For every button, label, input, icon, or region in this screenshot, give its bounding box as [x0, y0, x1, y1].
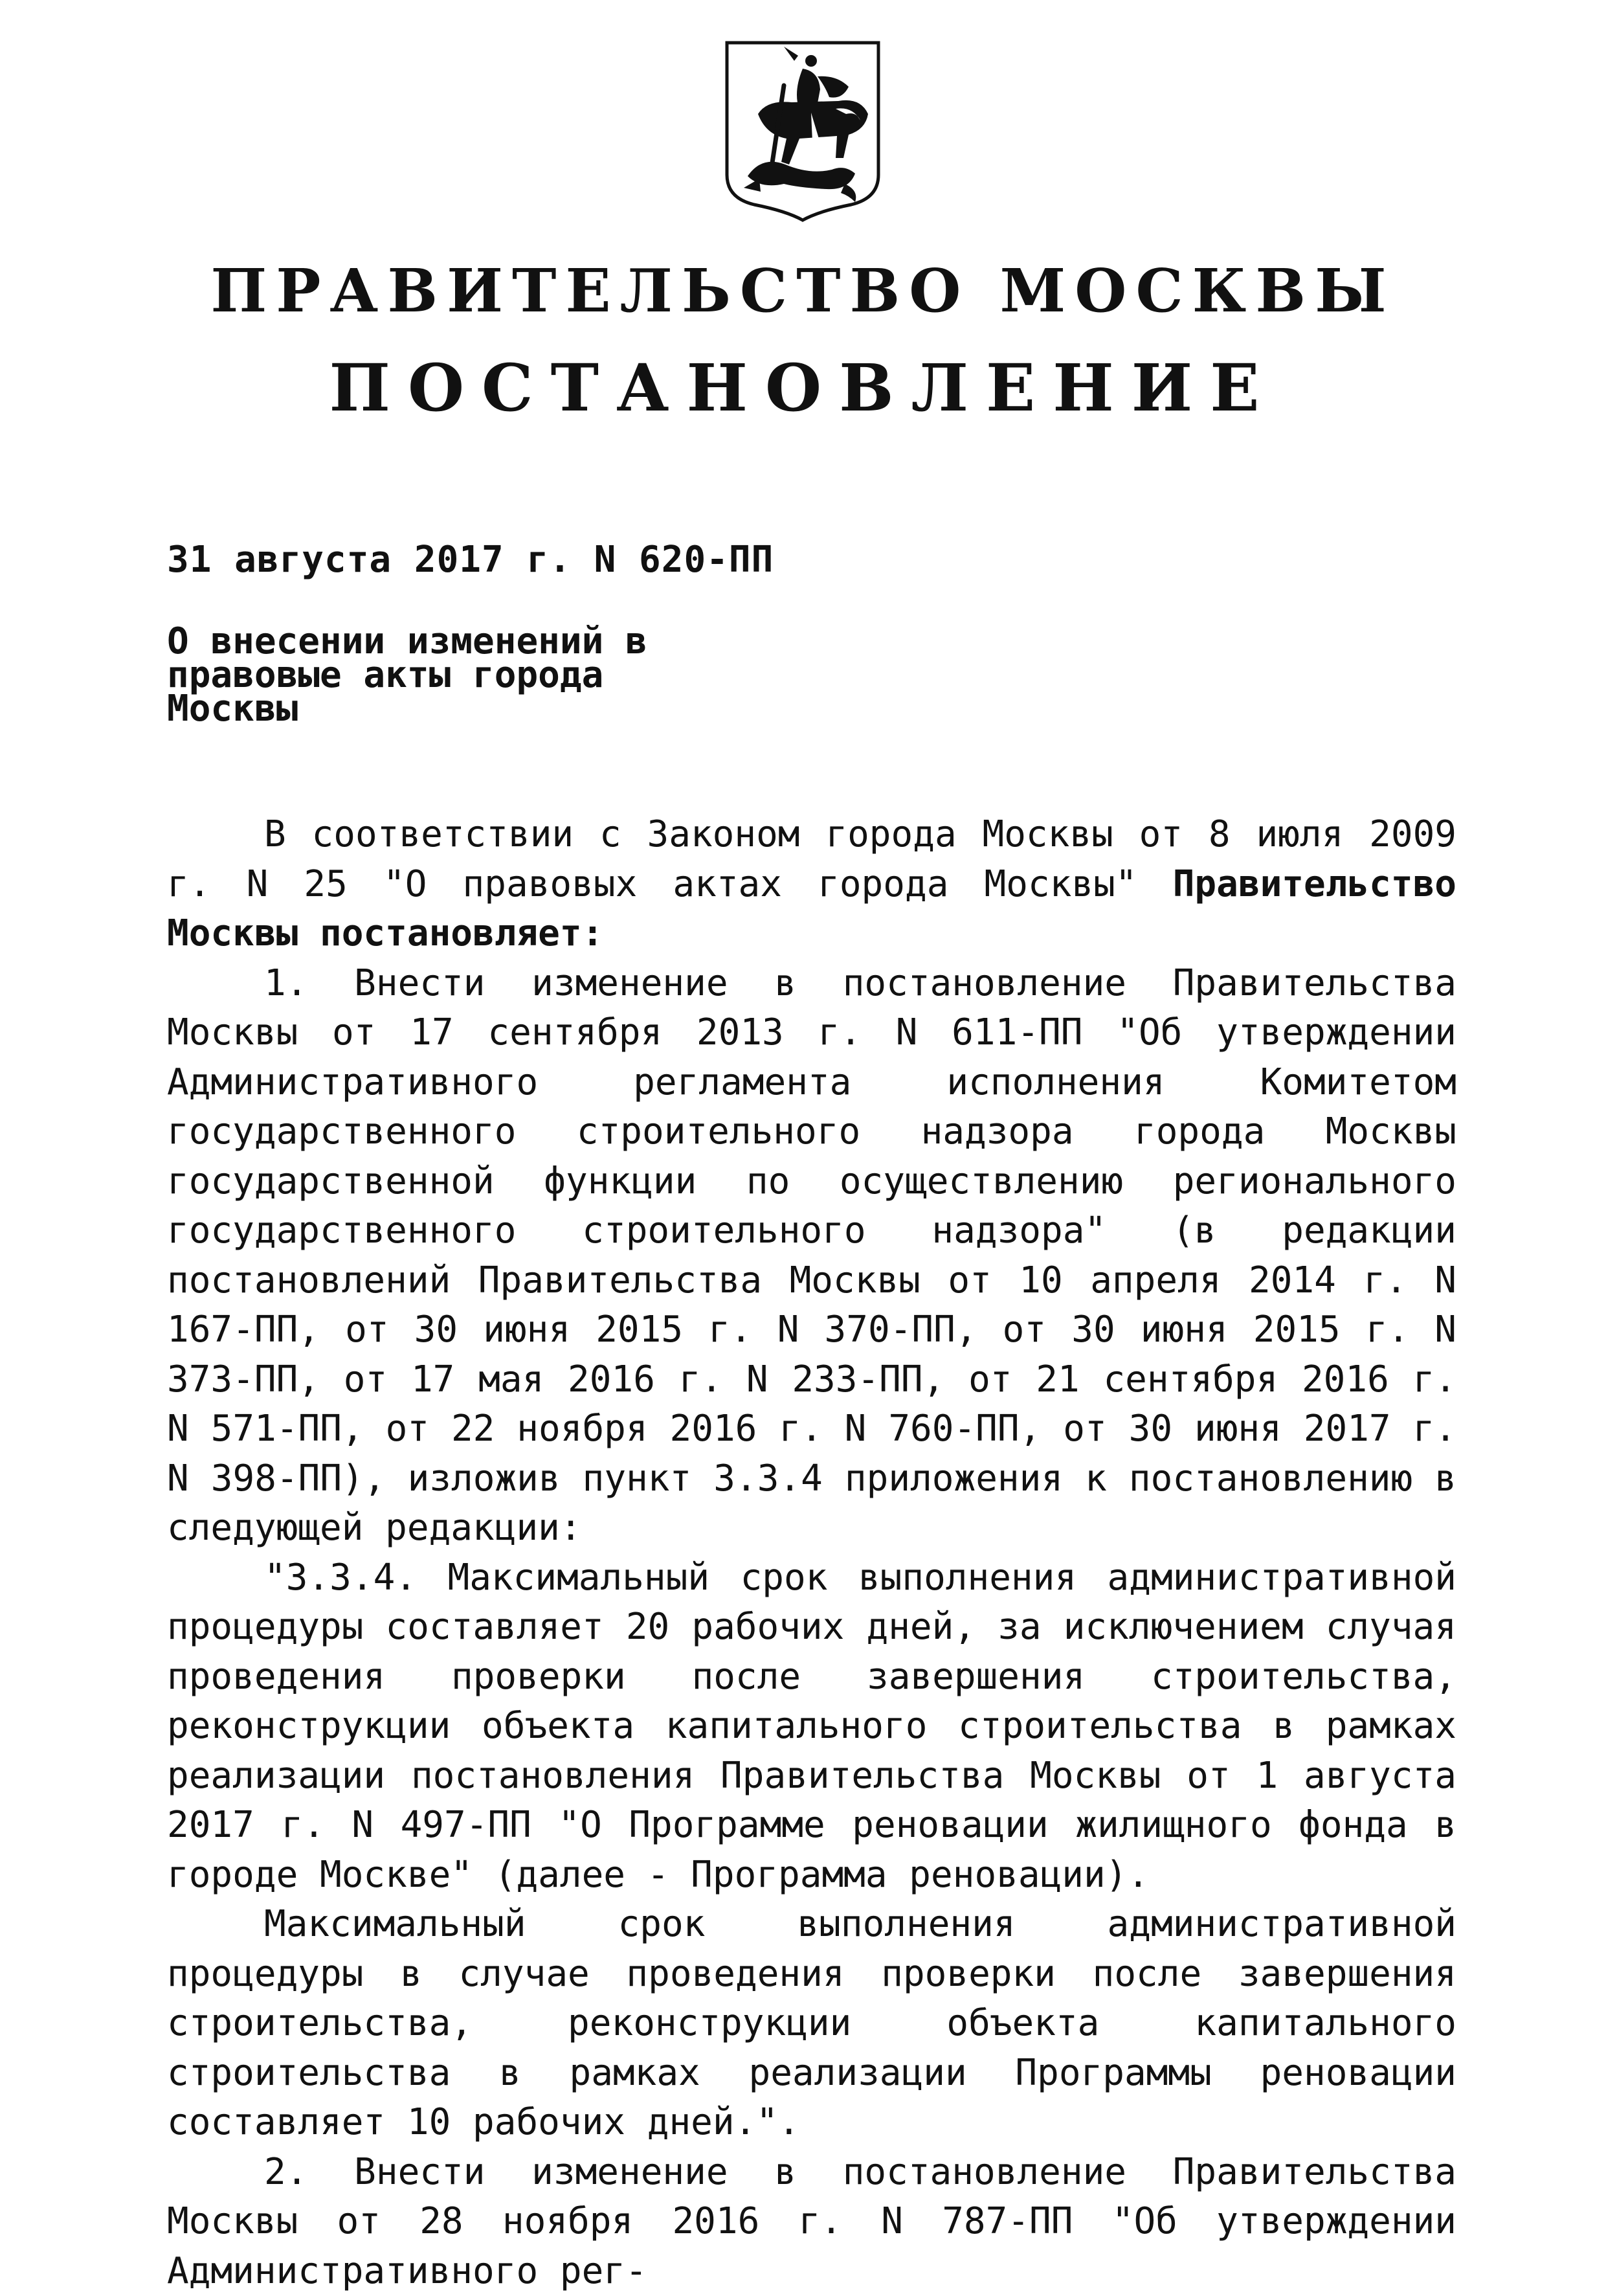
moscow-coat-of-arms-icon — [722, 38, 884, 223]
item-2-paragraph: 2. Внести изменение в постановление Правительства Москвы от 28 ноября 2016 г. N 787-ПП "Об утверждении Административного рег- — [167, 2148, 1456, 2296]
item-1-paragraph: 1. Внести изменение в постановление Правительства Москвы от 17 сентября 2013 г. N 611-ПП "Об утверждении Административного регламента исполнения Комитетом государственного строительного надзора города Москвы государственной функции по осуществлению регионального государственного строительного надзора" (в редакции постановлений Правительства Москвы от 10 апреля 2014 г. N 167-ПП, от 30 июня 2015 г. N 370-ПП, от 30 июня 2015 г. N 373-ПП, от 17 мая 2016 г. N 233-ПП, от 21 сентября 2016 г. N 571-ПП, от 22 ноября 2016 г. N 760-ПП, от 30 июня 2017 г. N 398-ПП), изложив пункт 3.3.4 приложения к постановлению в следующей редакции: — [167, 959, 1456, 1553]
subject-heading — [167, 625, 659, 726]
document-body — [167, 537, 1456, 2296]
clause-3-3-4-paragraph: "3.3.4. Максимальный срок выполнения административной процедуры составляет 20 рабочих дней, за исключением случая проведения проверки после завершения строительства, реконструкции объекта капитального строительства в рамках реализации постановления Правительства Москвы от 1 августа 2017 г. N 497-ПП "О Программе реновации жилищного фонда в городе Москве" (далее - Программа реновации). — [167, 1553, 1456, 1900]
date-number-line: 31 августа 2017 г. N 620-ПП — [167, 537, 1456, 583]
clause-max-term-paragraph: Максимальный срок выполнения административной процедуры в случае проведения проверки после завершения строительства, реконструкции объекта капитального строительства в рамках реализации Программы реновации составляет 10 рабочих дней.". — [167, 1900, 1456, 2148]
intro-paragraph — [167, 810, 1456, 959]
document-type-title: ПОСТАНОВЛЕНИЕ — [0, 350, 1606, 426]
subject-line-3: Москвы — [167, 692, 659, 726]
intro-resolution-bold: Правительство Москвы постановляет: — [167, 863, 1456, 955]
government-title: ПРАВИТЕЛЬСТВО МОСКВЫ — [0, 256, 1606, 326]
subject-line-2: правовые акты города — [167, 658, 659, 692]
subject-line-1: О внесении изменений в — [167, 625, 659, 658]
intro-text: В соответствии с Законом города Москвы от 8 июля 2009 г. N 25 "О правовых актах города Москвы" — [167, 813, 1456, 905]
